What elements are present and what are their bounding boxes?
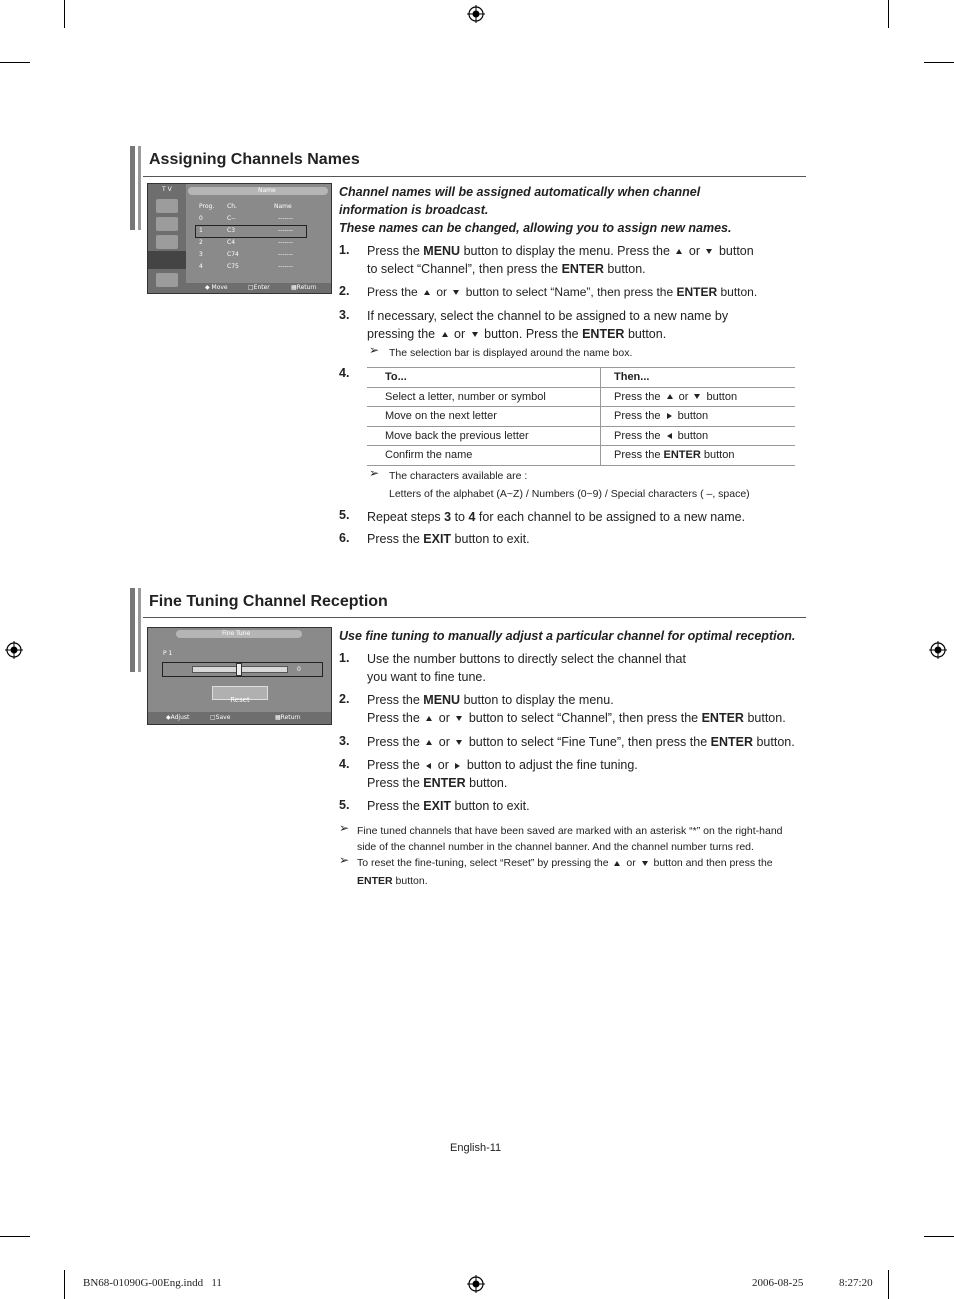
step-number: 2. xyxy=(339,284,350,298)
right-arrow-icon xyxy=(455,763,460,769)
crop-mark xyxy=(924,1236,954,1237)
down-arrow-icon xyxy=(642,861,648,866)
crop-mark xyxy=(0,62,30,63)
step-text: Press the EXIT button to exit. xyxy=(367,532,530,546)
note-arrow-icon: ➢ xyxy=(369,343,380,357)
section-rule xyxy=(143,176,806,177)
crop-mark xyxy=(888,1270,889,1299)
osd-row-ch: C74 xyxy=(227,251,239,258)
osd-footer-return: ▦Return xyxy=(275,714,301,721)
osd-footer-adjust-label: Adjust xyxy=(170,714,190,721)
tv-name-menu-screenshot xyxy=(147,183,332,294)
table-cell: Press the ENTER button xyxy=(601,446,796,466)
step-number: 5. xyxy=(339,508,350,522)
table-cell: Confirm the name xyxy=(367,446,601,466)
osd-footer-return-label: Return xyxy=(280,714,301,721)
osd-row-prog: 2 xyxy=(199,239,203,246)
registration-mark-icon xyxy=(5,641,23,659)
osd-row-name: ------- xyxy=(278,263,294,270)
osd-reset-button[interactable] xyxy=(212,686,268,704)
osd-header: Name xyxy=(258,187,276,194)
osd-program: P 1 xyxy=(163,650,173,657)
registration-mark-icon xyxy=(467,1275,485,1293)
osd-footer-save: □Save xyxy=(210,714,231,721)
osd-row-prog: 3 xyxy=(199,251,203,258)
crop-mark xyxy=(924,62,954,63)
down-arrow-icon xyxy=(694,394,700,399)
osd-reset-label: Reset xyxy=(230,696,250,704)
registration-mark-icon xyxy=(467,5,485,23)
osd-icon-sound xyxy=(156,235,178,249)
slug-date: 2006-08-25 xyxy=(752,1277,804,1289)
table-row xyxy=(367,387,795,407)
osd-icon-channel xyxy=(148,251,186,269)
page-number: English-11 xyxy=(450,1142,502,1154)
crop-mark xyxy=(888,0,889,28)
osd-header: Fine Tune xyxy=(222,630,251,637)
down-arrow-icon xyxy=(472,332,478,337)
table-cell: Select a letter, number or symbol xyxy=(367,387,601,407)
note-text: To reset the fine-tuning, select “Reset” by pressing the or button and then press the ENTER button. xyxy=(357,857,773,887)
section-marker xyxy=(138,146,141,230)
down-arrow-icon xyxy=(456,716,462,721)
down-arrow-icon xyxy=(706,249,712,254)
table-cell: Move back the previous letter xyxy=(367,426,601,446)
note-arrow-icon: ➢ xyxy=(339,821,350,835)
intro-line: information is broadcast. xyxy=(339,203,489,217)
step-text: Use the number buttons to directly select the channel that you want to fine tune. xyxy=(367,652,686,684)
osd-row-prog: 4 xyxy=(199,263,203,270)
step-text: Repeat steps 3 to 4 for each channel to be assigned to a new name. xyxy=(367,510,746,524)
osd-row-name: ------- xyxy=(278,251,294,258)
osd-row-ch: C75 xyxy=(227,263,239,270)
step-text: If necessary, select the channel to be assigned to a new name by pressing the or button. Press the ENTER button. xyxy=(367,309,729,341)
step-text: Press the MENU button to display the menu. Press the or button to select “Channel”, then press the ENTER button. xyxy=(367,244,754,276)
note-arrow-icon: ➢ xyxy=(369,466,380,480)
section-marker xyxy=(130,146,135,230)
note-arrow-icon: ➢ xyxy=(339,853,350,867)
step-number: 1. xyxy=(339,243,350,257)
step-text: Press the or button to select “Name”, then press the ENTER button. xyxy=(367,285,758,299)
section-title: Assigning Channels Names xyxy=(149,151,360,168)
table-cell: Press the or button xyxy=(601,387,796,407)
down-arrow-icon xyxy=(456,740,462,745)
osd-row-prog: 1 xyxy=(199,227,203,234)
registration-mark-icon xyxy=(929,641,947,659)
osd-row-name: ------- xyxy=(278,215,294,222)
osd-footer-save-label: Save xyxy=(215,714,231,721)
osd-row-ch: C-- xyxy=(227,215,236,222)
crop-mark xyxy=(0,1236,30,1237)
osd-col-ch: Ch. xyxy=(227,203,237,210)
step-number: 4. xyxy=(339,366,350,380)
note-text: The selection bar is displayed around the name box. xyxy=(389,347,633,359)
osd-row-ch: C3 xyxy=(227,227,236,234)
table-row xyxy=(367,407,795,427)
section-title: Fine Tuning Channel Reception xyxy=(149,593,388,610)
down-arrow-icon xyxy=(453,290,459,295)
osd-row-name: ------- xyxy=(278,227,294,234)
up-arrow-icon xyxy=(426,740,432,745)
table-header-row xyxy=(367,368,795,388)
up-arrow-icon xyxy=(442,332,448,337)
note-text: Letters of the alphabet (A~Z) / Numbers (0~9) / Special characters ( –, space) xyxy=(389,488,750,500)
step-number: 4. xyxy=(339,757,350,771)
section-intro xyxy=(339,183,731,237)
step-number: 6. xyxy=(339,531,350,545)
step-text: Press the or button to adjust the fine tuning. Press the ENTER button. xyxy=(367,758,638,790)
osd-footer-move-label: Move xyxy=(211,284,228,291)
up-arrow-icon xyxy=(667,394,673,399)
osd-slider-value: 0 xyxy=(297,666,301,673)
osd-col-prog: Prog. xyxy=(199,203,215,210)
osd-row-prog: 0 xyxy=(199,215,203,222)
osd-footer-move: ◆ Move xyxy=(205,284,228,291)
note-text: Fine tuned channels that have been saved are marked with an asterisk “*” on the right-hand side of the channel number in the channel banner. And the channel number turns red. xyxy=(357,825,783,853)
step-number: 1. xyxy=(339,651,350,665)
osd-col-name: Name xyxy=(274,203,292,210)
left-arrow-icon xyxy=(667,433,672,439)
osd-footer-adjust: ◆Adjust xyxy=(166,714,190,721)
up-arrow-icon xyxy=(424,290,430,295)
osd-footer-return-label: Return xyxy=(296,284,317,291)
key-reference-table xyxy=(367,367,795,466)
tv-fine-tune-screenshot xyxy=(147,627,332,725)
table-row xyxy=(367,446,795,466)
table-row xyxy=(367,426,795,446)
crop-mark xyxy=(64,0,65,28)
up-arrow-icon xyxy=(426,716,432,721)
step-number: 3. xyxy=(339,734,350,748)
osd-row-name: ------- xyxy=(278,239,294,246)
section-marker xyxy=(130,588,135,672)
up-arrow-icon xyxy=(676,249,682,254)
section-rule xyxy=(143,617,806,618)
osd-icon-picture xyxy=(156,217,178,231)
note-text: The characters available are : xyxy=(389,470,528,482)
up-arrow-icon xyxy=(614,861,620,866)
left-arrow-icon xyxy=(426,763,431,769)
file-slug: BN68-01090G-00Eng.indd 11 xyxy=(83,1277,222,1289)
step-text: Press the or button to select “Fine Tune”, then press the ENTER button. xyxy=(367,735,795,749)
slug-time: 8:27:20 xyxy=(839,1277,873,1289)
osd-footer-enter: □Enter xyxy=(248,284,270,291)
section-marker xyxy=(138,588,141,672)
osd-icon-input xyxy=(156,199,178,213)
section-intro: Use fine tuning to manually adjust a particular channel for optimal reception. xyxy=(339,629,796,643)
intro-line: These names can be changed, allowing you to assign new names. xyxy=(339,221,732,235)
table-header-cell: Then... xyxy=(601,368,796,388)
step-text: Press the EXIT button to exit. xyxy=(367,799,530,813)
right-arrow-icon xyxy=(667,413,672,419)
step-number: 2. xyxy=(339,692,350,706)
osd-slider-thumb[interactable] xyxy=(236,663,242,676)
table-cell: Move on the next letter xyxy=(367,407,601,427)
intro-line: Channel names will be assigned automatically when channel xyxy=(339,185,701,199)
step-text: Press the MENU button to display the menu. Press the or button to select “Channel”, then press the ENTER button. xyxy=(367,693,786,725)
osd-sidebar-title: T V xyxy=(162,186,172,193)
osd-footer-return: ▦Return xyxy=(291,284,317,291)
osd-footer-enter-label: Enter xyxy=(253,284,270,291)
table-header-cell: To... xyxy=(367,368,601,388)
osd-row-ch: C4 xyxy=(227,239,236,246)
step-number: 5. xyxy=(339,798,350,812)
osd-icon-setup xyxy=(156,273,178,287)
table-cell: Press the button xyxy=(601,407,796,427)
step-number: 3. xyxy=(339,308,350,322)
table-cell: Press the button xyxy=(601,426,796,446)
crop-mark xyxy=(64,1270,65,1299)
